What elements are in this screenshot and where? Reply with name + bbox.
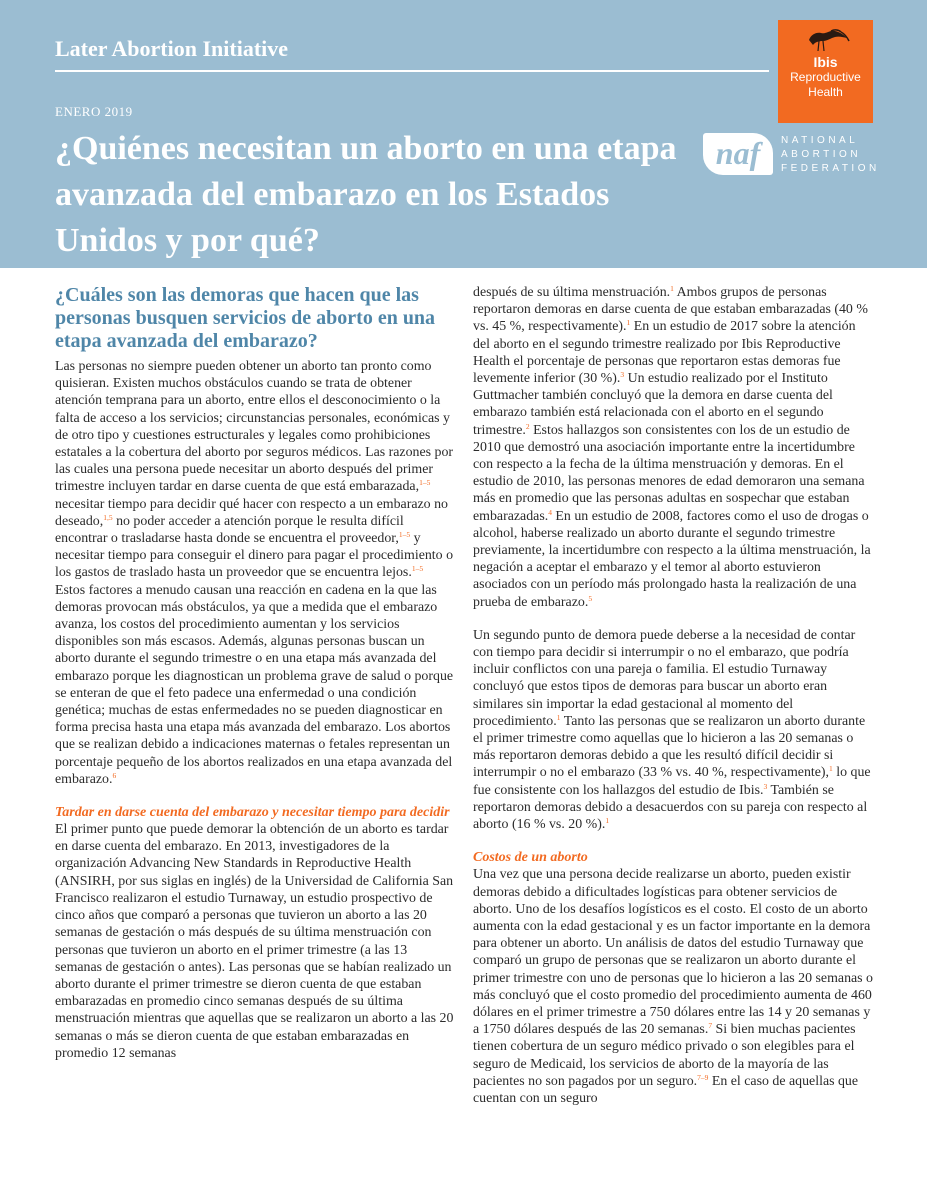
citation: 1	[605, 816, 610, 826]
naf-line-federation: FEDERATION	[781, 163, 880, 174]
publication-date: ENERO 2019	[55, 104, 133, 119]
citation: 3	[620, 370, 625, 380]
naf-name	[781, 134, 880, 176]
citation: 7	[708, 1021, 713, 1031]
citation: 4	[548, 507, 552, 517]
subheading-costs: Costos de un aborto	[473, 850, 588, 866]
ibis-logo	[778, 20, 873, 123]
header-divider	[55, 70, 769, 72]
citation: 1–5	[419, 478, 431, 488]
decision-time-paragraph: Un segundo punto de demora puede deberse a la necesidad de contar con tiempo para decidir si interrumpir o no el embarazo, que podría incluir conflictos con una pareja o familia. El estudio Turnaway concluyó que estos tipos de demoras para buscar un aborto eran similares sin importar la edad gestacional al momento del procedimiento.$^1$ Tanto las personas que se realizaron un aborto durante el primer trimestre como aquellas que lo hicieron a las 20 semanas o más reportaron demoras debido a que les resultó difícil decidir si interrumpir o no el embarazo (33 % vs. 40 %, respectivamente),$^1$ lo que fue consistente con los hallazgos del estudio de Ibis.$^3$ También se reportaron demoras debido a desacuerdos con su pareja con respecto al aborto (16 % vs. 20 %).$^1$	[473, 627, 871, 833]
ibis-reproductive: Reproductive	[790, 70, 861, 84]
citation: 2	[525, 421, 530, 431]
left-column	[55, 284, 455, 1078]
citation: 6	[112, 770, 117, 780]
citation: 1–5	[398, 530, 411, 540]
citation: 1	[556, 712, 561, 722]
citation: 3	[763, 781, 768, 791]
section-heading: ¿Cuáles son las demoras que hacen que las personas busquen servicios de aborto en una etapa avanzada del embarazo?	[55, 284, 436, 352]
intro-paragraph: Las personas no siempre pueden obtener un aborto tan pronto como quisieran. Existen muchos obstáculos cuando se trata de obtener atención temprana para un aborto, entre ellos el desconocimiento o la falta de acceso a los servicios; circunstancias personales, económicas y de otro tipo y cuestiones estructurales y legales como prohibiciones estatales a la cobertura del aborto por seguros médicos. Las razones por las cuales una persona puede necesitar un aborto después del primer trimestre incluyen tardar en darse cuenta de que está embarazada,$^{1-5}$ necesitar tiempo para decidir qué hacer con respecto a un embarazo no deseado,$^{1,5}$ no poder acceder a atención porque le resulta difícil encontrar o trasladarse hasta donde se encuentra el proveedor,$^{1-5}$ y necesitar tiempo para conseguir el dinero para pagar el procedimiento o los gastos de traslado hasta un proveedor que se encuentra lejos.$^{1-5}$ Estos factores a menudo causan una reacción en cadena en la que las demoras provocan más obstáculos, ya que a medida que el embarazo avanza, los costos del procedimiento aumentan y los servicios disponibles son más escasos. Además, algunas personas buscan un aborto durante el segundo trimestre o en una etapa más avanzada del embarazo porque les diagnostican un problema grave de salud o porque se enteran de que el feto padece una enfermedad o una condición genética; muchas de estas enfermedades no se pueden diagnosticar en forma precisa hasta una etapa más avanzada del embarazo. Los abortos que se realizan debido a indicaciones maternas o fetales representan un porcentaje pequeño de los abortos realizados en una etapa avanzada del embarazo.$^6$	[55, 359, 454, 787]
citation: 5	[588, 593, 593, 603]
costs-paragraph: Una vez que una persona decide realizarse un aborto, pueden existir demoras debido a dificultades logísticas para obtener servicios de aborto. Uno de los desafíos logísticos es el costo. El costo de un aborto aumenta con la edad gestacional y es un factor importante en la demora para obtener un aborto. Un análisis de datos del estudio Turnaway que comparó un grupo de personas que se realizaron un aborto durante el primer trimestre con uno de personas que lo hicieron a las 20 semanas o más concluyó que el costo promedio del procedimiento aumenta de 460 dólares en el primer trimestre a 750 dólares entre las 14 y 20 semanas y a 1750 dólares después de las 20 semanas.$^7$ Si bien muchas pacientes tienen cobertura de un seguro médico privado o son elegibles para el seguro de Medicaid, los servicios de aborto de la mayoría de las pacientes no son pagados por un seguro.$^{7-9}$ En el caso de aquellas que cuentan con un seguro	[473, 867, 874, 1106]
ibis-health: Health	[808, 85, 843, 99]
naf-mark: naf	[703, 133, 773, 175]
late-recognition-paragraph: El primer punto que puede demorar la obtención de un aborto es tardar en darse cuenta del embarazo. En 2013, investigadores de la organización Advancing New Standards in Reproductive Health (ANSIRH, por sus siglas en inglés) de la Universidad de California San Francisco realizaron el estudio Turnaway, un estudio prospectivo de cinco años que comparó a personas que tuvieron un aborto a las 20 semanas de gestación o más después de su última menstruación con personas que tuvieron un aborto en el primer trimestre (a las 13 semanas de gestación o antes). Las personas que se habían realizado un aborto durante el primer trimestre se dieron cuenta de que estaban embarazadas en promedio cinco semanas después de su última menstruación mientras que aquellas que se realizaron un aborto a las 20 semanas o más se dieron cuenta de que estaban embarazadas en promedio 12 semanas	[55, 822, 454, 1061]
naf-logo	[703, 133, 883, 178]
recognition-continued-paragraph: después de su última menstruación.$^1$ Ambos grupos de personas reportaron demoras en darse cuenta de que estaban embarazadas (40 % vs. 45 %, respectivamente).$^1$ En un estudio de 2017 sobre la atención del aborto en el segundo trimestre realizado por Ibis Reproductive Health el porcentaje de personas que reportaron estas demoras fue levemente inferior (30 %).$^3$ Un estudio realizado por el Instituto Guttmacher también concluyó que la demora en darse cuenta del embarazo también está relacionada con el aborto en el segundo trimestre.$^2$ Estos hallazgos son consistentes con los de un estudio de 2010 que demostró una asociación importante entre la incertidumbre con respecto a la fecha de la última menstruación y demoras. En el estudio de 2010, las personas menores de edad demoraron una semana más en promedio que las personas adultas en sospechar que estaban embarazadas.$^4$ En un estudio de 2008, factores como el uso de drogas o alcohol, haberse realizado un aborto durante el segundo trimestre previamente, la incertidumbre con respecto a la última menstruación, la negación a aceptar el embarazo y el temor al aborto estuvieron asociados con un período más prolongado hasta la realización de una prueba de embarazo.$^5$	[473, 284, 871, 610]
ibis-bird-icon	[801, 28, 851, 52]
header-banner	[0, 0, 927, 268]
citation: 1	[670, 284, 674, 293]
initiative-name: Later Abortion Initiative	[55, 36, 289, 61]
naf-line-national: NATIONAL	[781, 135, 859, 146]
page-title: ¿Quiénes necesitan un aborto en una etapa avanzada del embarazo en los Estados Unidos y por qué?	[55, 130, 677, 259]
citation: 1	[829, 764, 833, 774]
ibis-name: Ibis	[813, 54, 838, 70]
citation: 7–9	[697, 1072, 709, 1082]
subheading-late-recognition: Tardar en darse cuenta del embarazo y necesitar tiempo para decidir	[55, 805, 450, 821]
citation: 1,5	[103, 512, 113, 522]
naf-line-abortion: ABORTION	[781, 149, 862, 160]
citation: 1–5	[411, 564, 424, 574]
citation: 1	[626, 318, 631, 328]
right-column	[473, 284, 873, 1123]
